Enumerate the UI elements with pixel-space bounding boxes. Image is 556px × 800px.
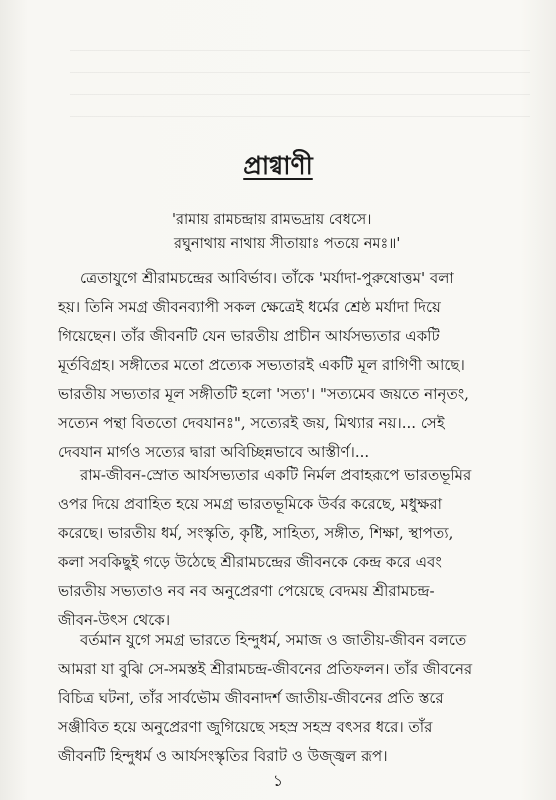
text-line: বিচিত্র ঘটনা, তাঁর সার্বভৌম জীবনাদর্শ জাতীয়-জীবনের প্রতি স্তরে xyxy=(58,689,444,707)
text-line: আমরা যা বুঝি সে-সমস্তই শ্রীরামচন্দ্র-জীবনের প্রতিফলন। তাঁর জীবনের xyxy=(58,660,473,678)
text-line: দেবযান মার্গও সত্যের দ্বারা অবিচ্ছিন্নভাবে আস্তীর্ণ।... xyxy=(58,443,370,461)
show-through-text xyxy=(70,36,530,126)
text-line: ভারতীয় সভ্যতাও নব নব অনুপ্রেরণা পেয়েছে বেদময় শ্রীরামচন্দ্র- xyxy=(58,582,435,600)
paragraph-3 xyxy=(58,626,530,771)
text-line: করেছে। ভারতীয় ধর্ম, সংস্কৃতি, কৃষ্টি, সাহিত্য, সঙ্গীত, শিক্ষা, স্থাপত্য, xyxy=(58,524,454,542)
paragraph-2 xyxy=(58,461,530,635)
text-line: জীবন-উৎস থেকে। xyxy=(58,611,171,629)
text-line: ত্রেতাযুগে শ্রীরামচন্দ্রের আবির্ভাব। তাঁকে 'মর্যাদা-পুরুষোত্তম' বলা xyxy=(80,269,454,287)
text-line: মূর্তবিগ্রহ। সঙ্গীতের মতো প্রত্যেক সভ্যতারই একটি মূল রাগিণী আছে। xyxy=(58,356,465,374)
text-line: রাম-জীবন-স্রোত আর্যসভ্যতার একটি নির্মল প্রবাহরূপে ভারতভূমির xyxy=(80,466,472,484)
verse-line: 'রামায় রামচন্দ্রায় রামভদ্রায় বেধসে। xyxy=(172,212,372,228)
verse-line: রঘুনাথায় নাথায় সীতায়াঃ পতয়ে নমঃ॥' xyxy=(174,236,401,252)
text-line: কলা সবকিছুই গড়ে উঠেছে শ্রীরামচন্দ্রের জীবনকে কেন্দ্র করে এবং xyxy=(58,553,442,571)
text-line: সঞ্জীবিত হয়ে অনুপ্রেরণা জুগিয়েছে সহস্র সহস্র বৎসর ধরে। তাঁর xyxy=(58,718,433,736)
page-title: প্রাগ্বাণী xyxy=(243,151,313,180)
paragraph-1 xyxy=(58,264,530,467)
text-line: হয়। তিনি সমগ্র জীবনব্যাপী সকল ক্ষেত্রেই ধর্মের শ্রেষ্ঠ মর্যাদা দিয়ে xyxy=(58,298,441,316)
text-line: ভারতীয় সভ্যতার মূল সঙ্গীতটি হলো 'সত্য'। "সত্যমেব জয়তে নানৃতং, xyxy=(58,385,469,403)
text-line: ওপর দিয়ে প্রবাহিত হয়ে সমগ্র ভারতভূমিকে উর্বর করেছে, মধুক্ষরা xyxy=(58,495,442,513)
text-line: গিয়েছেন। তাঁর জীবনটি যেন ভারতীয় প্রাচীন আর্যসভ্যতার একটি xyxy=(58,327,440,345)
page-number: ১ xyxy=(272,771,284,790)
text-line: জীবনটি হিন্দুধর্ম ও আর্যসংস্কৃতির বিরাট ও উজ্জ্বল রূপ। xyxy=(58,747,388,765)
sanskrit-verse xyxy=(172,208,532,256)
text-line: বর্তমান যুগে সমগ্র ভারতে হিন্দুধর্ম, সমাজ ও জাতীয়-জীবন বলতে xyxy=(80,631,467,649)
text-line: সত্যেন পন্থা বিততো দেবযানঃ", সত্যেরই জয়, মিথ্যার নয়।... সেই xyxy=(58,414,445,432)
